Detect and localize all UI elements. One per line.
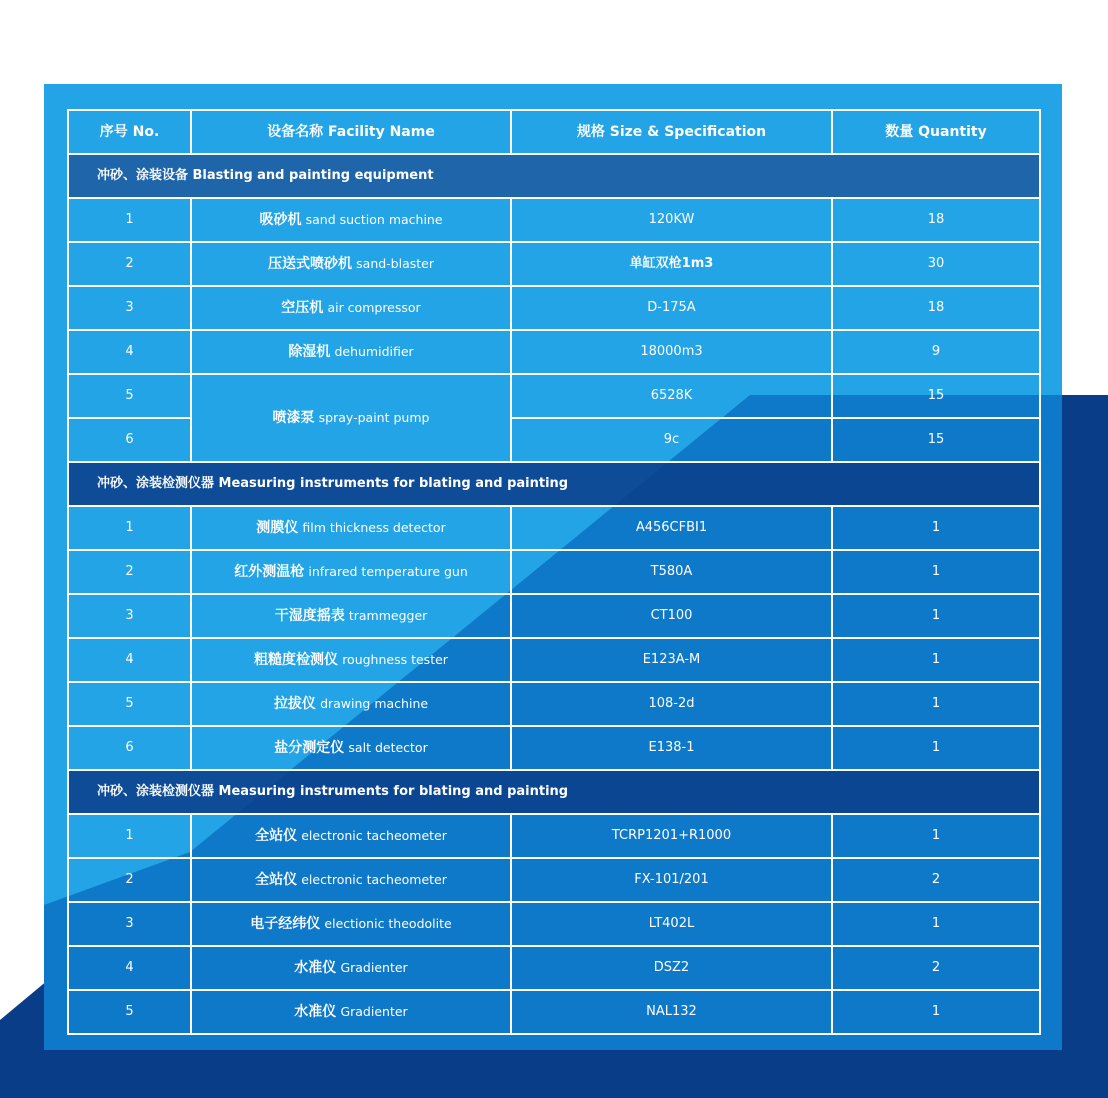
row-spec: 108-2d [511,682,832,726]
table-row [68,638,1040,682]
row-spec: CT100 [511,594,832,638]
row-no: 5 [68,682,191,726]
row-spec: E138-1 [511,726,832,770]
name-en: dehumidifier [334,343,414,359]
row-spec: 9c [511,418,832,462]
name-en: salt detector [348,739,428,755]
name-zh: 测膜仪 [256,519,299,536]
name-zh: 水准仪 [294,1003,337,1020]
row-spec: D-175A [511,286,832,330]
name-en: spray-paint pump [318,409,430,425]
row-name [191,946,511,990]
name-zh: 空压机 [281,299,324,316]
name-en: film thickness detector [302,519,446,535]
name-en: Gradienter [340,1003,408,1019]
row-spec: 120KW [511,198,832,242]
row-name [191,594,511,638]
section-title: 冲砂、涂装检测仪器 Measuring instruments for blating and painting [68,770,1040,814]
row-no: 5 [68,990,191,1034]
name-zh: 盐分测定仪 [274,739,345,756]
table-row [68,814,1040,858]
row-qty: 18 [832,286,1040,330]
row-qty: 1 [832,594,1040,638]
name-zh: 粗糙度检测仪 [254,651,339,668]
name-en: electronic tacheometer [301,827,447,843]
row-no: 2 [68,242,191,286]
section-row [68,154,1040,198]
row-spec: 单缸双枪1m3 [511,242,832,286]
row-qty: 1 [832,726,1040,770]
table-row [68,550,1040,594]
name-en: roughness tester [342,651,448,667]
table-row [68,858,1040,902]
table-row [68,726,1040,770]
row-qty: 1 [832,990,1040,1034]
row-name [191,286,511,330]
row-qty: 2 [832,946,1040,990]
section-title: 冲砂、涂装检测仪器 Measuring instruments for blating and painting [68,462,1040,506]
row-qty: 1 [832,550,1040,594]
row-no: 2 [68,550,191,594]
name-zh: 干湿度摇表 [274,607,345,624]
table-row [68,594,1040,638]
row-no: 3 [68,286,191,330]
row-no: 4 [68,330,191,374]
row-qty: 1 [832,506,1040,550]
header-facility-name: 设备名称 Facility Name [191,110,511,154]
table-row [68,242,1040,286]
header-specification: 规格 Size & Specification [511,110,832,154]
row-qty: 30 [832,242,1040,286]
row-no: 1 [68,814,191,858]
name-en: sand suction machine [305,211,443,227]
row-name [191,858,511,902]
header-quantity: 数量 Quantity [832,110,1040,154]
name-en: drawing machine [320,695,429,711]
row-spec: 18000m3 [511,330,832,374]
name-zh: 拉拔仪 [273,695,316,712]
table-row [68,902,1040,946]
row-no: 1 [68,198,191,242]
row-spec: 6528K [511,374,832,418]
name-en: sand-blaster [356,255,434,271]
name-en: infrared temperature gun [308,563,468,579]
equipment-table [67,109,1041,1035]
name-zh: 压送式喷砂机 [268,255,352,272]
row-qty: 9 [832,330,1040,374]
row-no: 3 [68,594,191,638]
row-name [191,330,511,374]
table-row [68,990,1040,1034]
row-spec: T580A [511,550,832,594]
row-no: 3 [68,902,191,946]
row-spec: FX-101/201 [511,858,832,902]
table-row [68,198,1040,242]
row-no: 6 [68,726,191,770]
row-name [191,506,511,550]
row-qty: 15 [832,374,1040,418]
name-en: electionic theodolite [324,915,452,931]
row-qty: 1 [832,682,1040,726]
row-no: 6 [68,418,191,462]
name-zh: 吸砂机 [259,211,302,228]
row-qty: 2 [832,858,1040,902]
table-row [68,286,1040,330]
name-zh: 水准仪 [294,959,337,976]
row-no: 1 [68,506,191,550]
table-row [68,330,1040,374]
name-en: trammegger [348,607,428,623]
row-no: 5 [68,374,191,418]
row-no: 4 [68,946,191,990]
name-zh: 全站仪 [255,871,298,888]
row-name [191,814,511,858]
row-no: 4 [68,638,191,682]
row-spec: NAL132 [511,990,832,1034]
row-name [191,990,511,1034]
section-title: 冲砂、涂装设备 Blasting and painting equipment [68,154,1040,198]
row-no: 2 [68,858,191,902]
row-name [191,902,511,946]
section-row [68,462,1040,506]
name-zh: 红外测温枪 [234,563,305,580]
row-name [191,242,511,286]
name-zh: 全站仪 [255,827,298,844]
name-zh: 电子经纬仪 [250,915,321,932]
row-qty: 15 [832,418,1040,462]
name-en: Gradienter [340,959,408,975]
header-no: 序号 No. [68,110,191,154]
row-spec: LT402L [511,902,832,946]
table-row [68,946,1040,990]
name-zh: 喷漆泵 [272,409,315,426]
table-header-row [68,110,1040,154]
row-qty: 1 [832,638,1040,682]
name-en: air compressor [327,299,421,315]
row-qty: 1 [832,814,1040,858]
row-name [191,374,511,462]
row-name [191,726,511,770]
section-row [68,770,1040,814]
table-row [68,506,1040,550]
name-zh: 除湿机 [288,343,331,360]
table-row [68,682,1040,726]
row-spec: E123A-M [511,638,832,682]
row-qty: 18 [832,198,1040,242]
row-spec: DSZ2 [511,946,832,990]
row-name [191,198,511,242]
row-spec: TCRP1201+R1000 [511,814,832,858]
row-name [191,550,511,594]
row-qty: 1 [832,902,1040,946]
table-row [68,374,1040,418]
row-name [191,682,511,726]
row-spec: A456CFBI1 [511,506,832,550]
row-name [191,638,511,682]
name-en: electronic tacheometer [301,871,447,887]
